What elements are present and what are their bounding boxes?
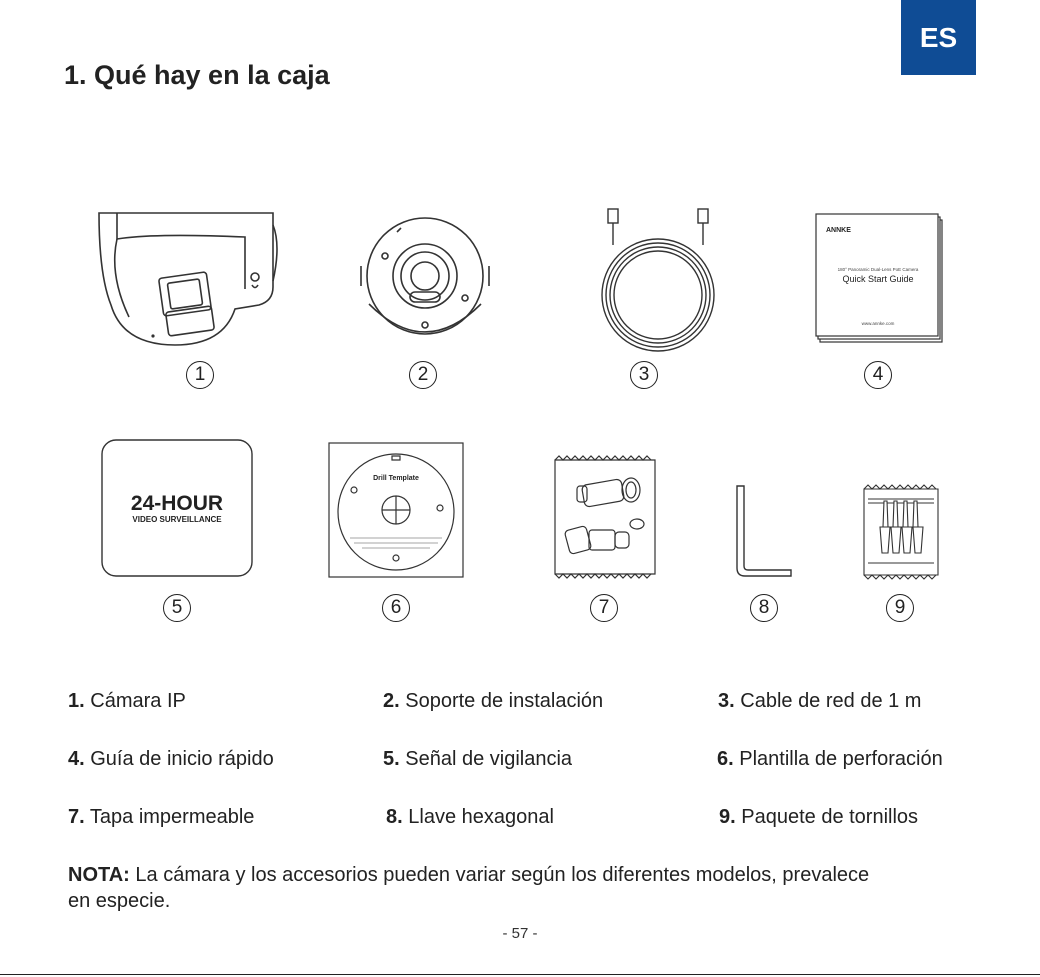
note-text: La cámara y los accesorios pueden variar según los diferentes modelos, prevalece en especie. xyxy=(68,864,870,912)
figure-marker-9: 9 xyxy=(886,594,914,622)
guide-subtitle: 180° Panoramic Dual-Lens PoE Camera xyxy=(837,267,919,272)
quick-start-guide-illustration xyxy=(812,210,947,345)
page-title: 1. Qué hay en la caja xyxy=(64,60,330,90)
language-badge: ES xyxy=(901,0,976,75)
list-item: 8. Llave hexagonal xyxy=(386,806,554,828)
figure-marker-7: 7 xyxy=(590,594,618,622)
surveillance-sign-illustration xyxy=(100,438,255,578)
screw-pack-illustration xyxy=(862,483,940,581)
hex-key-illustration xyxy=(733,482,795,580)
sign-line-2: VIDEO SURVEILLANCE xyxy=(132,515,222,524)
network-cable-illustration xyxy=(590,205,730,355)
ip-camera-illustration xyxy=(95,205,285,350)
page-number: - 57 - xyxy=(502,925,538,942)
list-item: 1. Cámara IP xyxy=(68,690,186,712)
bottom-rule xyxy=(0,974,1040,975)
note xyxy=(68,862,888,914)
note-label: NOTA: xyxy=(68,864,130,886)
figure-marker-3: 3 xyxy=(630,361,658,389)
figure-marker-2: 2 xyxy=(409,361,437,389)
list-item: 2. Soporte de instalación xyxy=(383,690,604,712)
figure-marker-5: 5 xyxy=(163,594,191,622)
guide-brand: ANNKE xyxy=(826,227,851,234)
list-item: 6. Plantilla de perforación xyxy=(717,748,943,770)
figure-marker-4: 4 xyxy=(864,361,892,389)
waterproof-cap-illustration xyxy=(553,452,658,580)
list-item: 7. Tapa impermeable xyxy=(68,806,255,828)
sign-line-1: 24-HOUR xyxy=(130,492,224,515)
figure-marker-1: 1 xyxy=(186,361,214,389)
drill-template-title: Drill Template xyxy=(373,475,419,482)
list-item: 5. Señal de vigilancia xyxy=(383,748,573,770)
list-item: 9. Paquete de tornillos xyxy=(719,806,919,828)
figure-marker-8: 8 xyxy=(750,594,778,622)
guide-website: www.annke.com xyxy=(861,321,895,326)
mounting-bracket-illustration xyxy=(355,210,495,350)
drill-template-illustration xyxy=(328,442,464,578)
list-item: 4. Guía de inicio rápido xyxy=(68,748,274,770)
guide-title: Quick Start Guide xyxy=(842,274,914,284)
list-item: 3. Cable de red de 1 m xyxy=(718,690,922,712)
figure-marker-6: 6 xyxy=(382,594,410,622)
